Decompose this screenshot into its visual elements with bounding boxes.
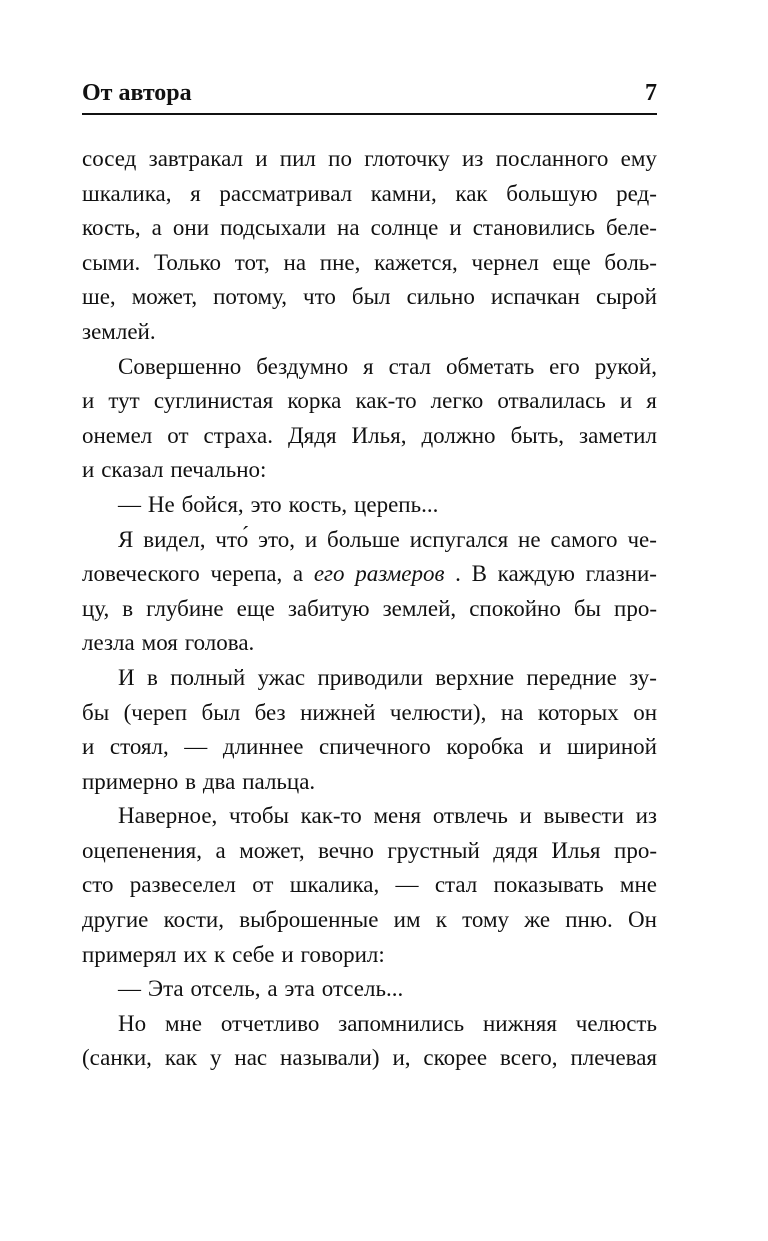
word: как [455, 180, 488, 206]
word: чернел [471, 249, 539, 275]
word: нас [234, 1045, 268, 1071]
word: на [500, 699, 524, 725]
word: Эта [147, 976, 184, 1002]
word: я [190, 180, 201, 206]
word: Наверное, [118, 803, 218, 829]
word: корка [287, 388, 342, 414]
word: и [539, 734, 552, 760]
word: показывать [493, 872, 604, 898]
word: Только [154, 249, 222, 275]
word: . [455, 561, 461, 587]
text-line [82, 280, 657, 315]
word: без [254, 699, 286, 725]
word: челюсть [575, 1010, 657, 1036]
word: это, [258, 526, 295, 552]
word: к [435, 907, 447, 933]
word: голова. [184, 630, 255, 656]
word: плечевая [570, 1045, 657, 1071]
word: развеселел [129, 872, 236, 898]
word: стоял, [109, 734, 169, 760]
text-line [82, 626, 657, 661]
word: шириной [567, 734, 657, 760]
word: у [209, 1045, 222, 1071]
text-line [82, 350, 657, 385]
word: два [202, 768, 236, 794]
word: каждую [497, 561, 575, 587]
text-line [82, 799, 657, 834]
text-line [82, 765, 657, 800]
word: как-то [355, 388, 417, 414]
word: ужас [257, 664, 306, 690]
word: Не [147, 491, 175, 517]
text-line [82, 834, 657, 869]
text-line [82, 1041, 657, 1076]
word: которых [537, 699, 619, 725]
word: обметать [445, 353, 535, 379]
word: еще [552, 249, 591, 275]
word: тот, [234, 249, 270, 275]
word: а [292, 561, 304, 587]
word: — [184, 734, 208, 760]
word: сто [82, 872, 114, 898]
word: кости, [163, 907, 224, 933]
word: как [164, 1045, 198, 1071]
word: стал [434, 872, 478, 898]
word: верхние [435, 664, 515, 690]
word: передние [526, 664, 617, 690]
word: их [183, 941, 208, 967]
text-line [82, 661, 657, 696]
word: потому, [213, 284, 287, 310]
header-rule [82, 113, 657, 115]
word: рассматривал [219, 180, 353, 206]
word: шкалика, [82, 180, 172, 206]
word: моя [141, 630, 178, 656]
page-number: 7 [645, 80, 657, 106]
word: пил [279, 146, 316, 171]
word: отсель, [190, 976, 261, 1002]
word: бы [82, 699, 110, 725]
word: тут [108, 388, 140, 414]
word: и [449, 215, 462, 241]
word: испачкан [490, 284, 580, 310]
word: и [82, 457, 95, 483]
word: Илья, [351, 422, 407, 448]
word: что́ [215, 526, 249, 552]
word: отвалилась [497, 388, 606, 414]
word: и [82, 388, 95, 414]
word: от [167, 422, 189, 448]
word: Совершенно [118, 353, 242, 379]
word: нижняя [482, 1010, 557, 1036]
word: становились [472, 215, 595, 241]
word: примерно [82, 768, 179, 794]
word: лезла [82, 630, 135, 656]
word: посланного [495, 146, 609, 171]
word: я [646, 388, 657, 414]
word: другие [82, 907, 149, 933]
word: спокойно [469, 595, 561, 621]
text-line [82, 868, 657, 903]
word: испугался [409, 526, 509, 552]
word: челюсти), [389, 699, 487, 725]
word: сильно [406, 284, 475, 310]
word: и [281, 941, 294, 967]
word: еще [236, 595, 275, 621]
word: Но [118, 1010, 147, 1036]
text-line [82, 592, 657, 627]
body-text [82, 142, 657, 1076]
text-line [82, 384, 657, 419]
text-line [82, 246, 657, 281]
word: цу, [82, 595, 110, 621]
running-header [82, 78, 657, 108]
text-line [82, 177, 657, 212]
word: в [122, 595, 134, 621]
text-line [82, 488, 657, 523]
word: зу- [629, 664, 657, 690]
word: отвлечь [432, 803, 508, 829]
word: солнце [370, 215, 439, 241]
word: же [524, 907, 551, 933]
word: видел, [143, 526, 206, 552]
word: подсыхали [220, 215, 326, 241]
word: из [461, 146, 484, 171]
word: сказал [101, 457, 164, 483]
word: завтракал [148, 146, 243, 171]
word: дядя [493, 837, 538, 863]
text-line [82, 903, 657, 938]
word: церепь... [354, 491, 439, 517]
word: сосед [82, 146, 137, 171]
word: называли) [280, 1045, 380, 1071]
word: коробка [446, 734, 524, 760]
word: пальца. [242, 768, 316, 794]
emphasized-word: размеров [355, 561, 445, 587]
word: стал [388, 353, 432, 379]
word: вечно [318, 837, 374, 863]
word: и [255, 146, 268, 171]
text-line [82, 557, 657, 592]
word: эта [284, 976, 315, 1002]
word: и, [392, 1045, 411, 1071]
word: кость, [288, 491, 348, 517]
word: — [118, 491, 141, 517]
word: отчетливо [220, 1010, 320, 1036]
word: оцепенения, [82, 837, 202, 863]
word: нижней [300, 699, 376, 725]
word: был [201, 699, 241, 725]
emphasized-word: его [313, 561, 345, 587]
word: кажется, [374, 249, 458, 275]
word: бойся, [181, 491, 244, 517]
word: забитую [287, 595, 370, 621]
word: на [337, 215, 360, 241]
word: им [393, 907, 421, 933]
word: примерял [82, 941, 177, 967]
word: быть, [510, 422, 565, 448]
text-line [82, 142, 657, 177]
word: меня [373, 803, 422, 829]
word: я [363, 353, 374, 379]
word: он [633, 699, 657, 725]
text-line [82, 211, 657, 246]
text-line [82, 696, 657, 731]
word: (санки, [82, 1045, 152, 1071]
word: в [185, 768, 196, 794]
word: в [146, 664, 158, 690]
text-line [82, 523, 657, 558]
text-line [82, 419, 657, 454]
word: большую [506, 180, 598, 206]
word: глазни- [585, 561, 657, 587]
word: мне [164, 1010, 203, 1036]
word: страха. [203, 422, 273, 448]
word: и [519, 803, 532, 829]
text-line [82, 1007, 657, 1042]
word: и [82, 734, 95, 760]
word: а [151, 215, 162, 241]
text-line [82, 453, 657, 488]
word: беле- [605, 215, 657, 241]
word: — [118, 976, 141, 1002]
word: бездумно [256, 353, 349, 379]
word: суглинистая [153, 388, 274, 414]
word: и [304, 526, 318, 552]
word: спичечного [318, 734, 431, 760]
word: про- [614, 837, 657, 863]
word: пню. [565, 907, 613, 933]
word: приводили [317, 664, 423, 690]
word: легко [430, 388, 484, 414]
word: сыми. [82, 249, 141, 275]
word: че- [627, 526, 657, 552]
word: глоточку [364, 146, 450, 171]
word: Дядя [287, 422, 337, 448]
word: больше [327, 526, 400, 552]
word: В [471, 561, 487, 587]
word: это [250, 491, 282, 517]
word: ловеческого [82, 561, 200, 587]
word: землей, [382, 595, 457, 621]
word: глубине [146, 595, 224, 621]
word: скорее [423, 1045, 488, 1071]
word: — [395, 872, 419, 898]
word: И [118, 664, 135, 690]
word: камни, [370, 180, 437, 206]
word: из [635, 803, 657, 829]
word: бы [573, 595, 601, 621]
word: мне [619, 872, 657, 898]
word: рукой, [594, 353, 657, 379]
text-line [82, 938, 657, 973]
word: (череп [123, 699, 188, 725]
word: землей. [82, 318, 156, 344]
word: ему [620, 146, 657, 171]
word: кость, [82, 215, 141, 241]
word: боль- [604, 249, 657, 275]
word: заметил [579, 422, 657, 448]
word: может, [239, 837, 305, 863]
word: длиннее [222, 734, 304, 760]
text-line [82, 315, 657, 350]
word: по [328, 146, 352, 171]
word: а [267, 976, 278, 1002]
word: пне, [319, 249, 361, 275]
word: как-то [300, 803, 362, 829]
text-line [82, 730, 657, 765]
word: на [283, 249, 307, 275]
text-line [82, 972, 657, 1007]
word: чтобы [229, 803, 289, 829]
word: вывести [543, 803, 624, 829]
word: а [215, 837, 226, 863]
word: был [351, 284, 391, 310]
section-title: От автора [82, 80, 192, 106]
word: черепа, [210, 561, 283, 587]
word: Я [118, 526, 134, 552]
word: запомнились [338, 1010, 465, 1036]
word: ше, [82, 284, 116, 310]
word: к [214, 941, 226, 967]
word: должно [421, 422, 496, 448]
word: сырой [595, 284, 657, 310]
word: не [518, 526, 541, 552]
word: про- [614, 595, 657, 621]
word: всего, [499, 1045, 558, 1071]
word: шкалика, [289, 872, 380, 898]
word: самого [550, 526, 618, 552]
word: себе [232, 941, 275, 967]
word: от [252, 872, 274, 898]
word: ред- [616, 180, 657, 206]
word: выброшенные [239, 907, 379, 933]
word: полный [170, 664, 246, 690]
word: тому [462, 907, 510, 933]
word: что [303, 284, 336, 310]
word: онемел [82, 422, 153, 448]
word: печально: [170, 457, 267, 483]
word: может, [131, 284, 198, 310]
word: Он [628, 907, 657, 933]
word: и [619, 388, 633, 414]
word: его [549, 353, 580, 379]
word: говорил: [300, 941, 385, 967]
word: они [172, 215, 210, 241]
word: грустный [387, 837, 480, 863]
word: Илья [551, 837, 601, 863]
word: отсель... [321, 976, 404, 1002]
